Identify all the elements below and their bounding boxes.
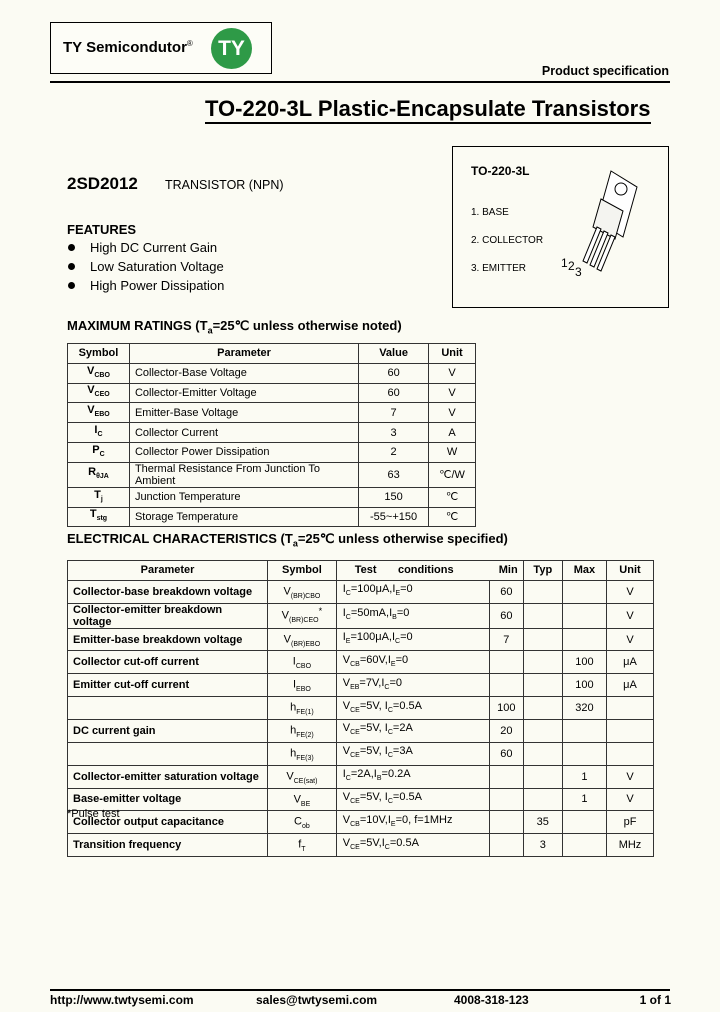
parameter-cell: Collector cut-off current xyxy=(68,651,268,674)
symbol-cell: $V_{BE}$ xyxy=(268,788,337,811)
table-row xyxy=(68,811,654,834)
unit-cell: pF xyxy=(607,811,654,834)
table-row xyxy=(68,363,476,383)
typ-cell: 35 xyxy=(523,811,562,834)
parameter-cell: Transition frequency xyxy=(68,834,268,857)
max-cell: 100 xyxy=(562,674,606,697)
unit-cell: V xyxy=(429,403,476,423)
symbol-cell: $I_{CBO}$ xyxy=(268,651,337,674)
footer-url[interactable]: http://www.twtysemi.com xyxy=(50,993,194,1007)
parameter-cell: Collector Current xyxy=(129,423,358,443)
min-cell: 20 xyxy=(490,720,524,743)
unit-cell: μA xyxy=(607,674,654,697)
max-cell: 100 xyxy=(562,651,606,674)
electrical-heading: ELECTRICAL CHARACTERISTICS ($T_a=25℃$ unless otherwise specified) xyxy=(67,531,508,549)
column-header: Unit xyxy=(429,344,476,364)
parameter-cell: Storage Temperature xyxy=(129,507,358,527)
min-cell: 60 xyxy=(490,742,524,765)
features-list xyxy=(67,240,224,297)
package-box xyxy=(452,146,669,308)
symbol-cell: $V_{CE(sat)}$ xyxy=(268,765,337,788)
min-cell: 60 xyxy=(490,603,524,628)
parameter-cell: Base-emitter voltage xyxy=(68,788,268,811)
registered-mark: ® xyxy=(186,39,193,48)
table-row xyxy=(68,487,476,507)
pin-label: 3. EMITTER xyxy=(471,263,527,274)
parameter-cell: Emitter-base breakdown voltage xyxy=(68,628,268,651)
min-cell: 7 xyxy=(490,628,524,651)
value-cell: 63 xyxy=(359,462,429,487)
condition-cell: $V_{CE}=5V$, $I_C=2A$ xyxy=(336,720,489,743)
unit-cell: V xyxy=(429,363,476,383)
unit-cell: V xyxy=(429,383,476,403)
value-cell: 3 xyxy=(359,423,429,443)
max-cell xyxy=(562,811,606,834)
feature-item: High DC Current Gain xyxy=(67,240,224,259)
column-header: Typ xyxy=(523,561,562,581)
max-cell: 1 xyxy=(562,765,606,788)
condition-cell: $V_{CE}=5V$, $I_C=0.5A$ xyxy=(336,697,489,720)
symbol-cell: $T_{stg}$ xyxy=(68,507,130,527)
part-number: 2SD2012 xyxy=(67,174,138,193)
column-header: Unit xyxy=(607,561,654,581)
symbol-cell: $I_C$ xyxy=(68,423,130,443)
max-cell xyxy=(562,628,606,651)
typ-cell xyxy=(523,603,562,628)
company-name: TY Semicondutor® xyxy=(63,39,193,56)
min-cell xyxy=(490,788,524,811)
column-header: Symbol xyxy=(68,344,130,364)
condition-cell: $V_{CB}=10V,I_E=0$, f=1MHz xyxy=(336,811,489,834)
condition-cell: $V_{EB}=7V,I_C=0$ xyxy=(336,674,489,697)
typ-cell xyxy=(523,788,562,811)
unit-cell: MHz xyxy=(607,834,654,857)
unit-cell: V xyxy=(607,628,654,651)
max-cell xyxy=(562,742,606,765)
footer-email[interactable]: sales@twtysemi.com xyxy=(256,993,378,1007)
max-cell: 320 xyxy=(562,697,606,720)
symbol-cell: $T_j$ xyxy=(68,487,130,507)
value-cell: -55~+150 xyxy=(359,507,429,527)
part-type: TRANSISTOR (NPN) xyxy=(165,178,284,192)
symbol-cell: $h_{FE(3)}$ xyxy=(268,742,337,765)
table-row xyxy=(68,603,654,628)
typ-cell xyxy=(523,720,562,743)
package-drawing xyxy=(561,159,661,279)
table-row xyxy=(68,788,654,811)
symbol-cell: $C_{ob}$ xyxy=(268,811,337,834)
max-cell: 1 xyxy=(562,788,606,811)
typ-cell: 3 xyxy=(523,834,562,857)
table-row xyxy=(68,580,654,603)
symbol-cell: $V_{CEO}$ xyxy=(68,383,130,403)
unit-cell: A xyxy=(429,423,476,443)
unit-cell: V xyxy=(607,788,654,811)
unit-cell xyxy=(607,697,654,720)
unit-cell: ℃/W xyxy=(429,462,476,487)
table-row xyxy=(68,651,654,674)
parameter-cell: Emitter cut-off current xyxy=(68,674,268,697)
table-row xyxy=(68,507,476,527)
condition-cell: $I_C=100\mu A,I_E=0$ xyxy=(336,580,489,603)
condition-cell: $I_C=50mA,I_B=0$ xyxy=(336,603,489,628)
pin-number: 3 xyxy=(575,265,582,279)
symbol-cell: $h_{FE(1)}$ xyxy=(268,697,337,720)
symbol-cell: $V_{CBO}$ xyxy=(68,363,130,383)
parameter-cell: Collector Power Dissipation xyxy=(129,442,358,462)
symbol-cell: $I_{EBO}$ xyxy=(268,674,337,697)
typ-cell xyxy=(523,742,562,765)
min-cell xyxy=(490,765,524,788)
unit-cell: V xyxy=(607,580,654,603)
symbol-cell: $V_{(BR)CBO}$ xyxy=(268,580,337,603)
column-header: Value xyxy=(359,344,429,364)
max-ratings-table xyxy=(67,343,476,527)
feature-item: Low Saturation Voltage xyxy=(67,259,224,278)
table-row xyxy=(68,834,654,857)
column-header: Max xyxy=(562,561,606,581)
value-cell: 60 xyxy=(359,383,429,403)
parameter-cell xyxy=(68,742,268,765)
condition-cell: $V_{CE}=5V,I_C=0.5A$ xyxy=(336,834,489,857)
package-name: TO-220-3L xyxy=(471,164,530,178)
pulse-test-note: *Pulse test xyxy=(67,808,120,820)
condition-cell: $I_C=2A,I_B=0.2A$ xyxy=(336,765,489,788)
table-row xyxy=(68,674,654,697)
min-cell xyxy=(490,811,524,834)
footer-page: 1 of 1 xyxy=(639,993,671,1007)
value-cell: 2 xyxy=(359,442,429,462)
condition-cell: $V_{CE}=5V$, $I_C=3A$ xyxy=(336,742,489,765)
parameter-cell: Collector-base breakdown voltage xyxy=(68,580,268,603)
table-row xyxy=(68,742,654,765)
parameter-cell: Collector output capacitance xyxy=(68,811,268,834)
max-cell xyxy=(562,580,606,603)
column-header-test: Test conditions Min xyxy=(336,561,523,581)
column-header: Parameter xyxy=(68,561,268,581)
feature-item: High Power Dissipation xyxy=(67,278,224,297)
unit-cell: V xyxy=(607,603,654,628)
unit-cell xyxy=(607,720,654,743)
value-cell: 60 xyxy=(359,363,429,383)
unit-cell: V xyxy=(607,765,654,788)
typ-cell xyxy=(523,628,562,651)
table-header-row xyxy=(68,561,654,581)
symbol-cell: $V_{(BR)CEO}^*$ xyxy=(268,603,337,628)
typ-cell xyxy=(523,697,562,720)
pin-label: 2. COLLECTOR xyxy=(471,235,544,246)
max-ratings-heading: MAXIMUM RATINGS ($T_a=25℃$ unless otherwise noted) xyxy=(67,318,402,336)
logo-badge: TY xyxy=(211,28,252,69)
parameter-cell xyxy=(68,697,268,720)
value-cell: 7 xyxy=(359,403,429,423)
features-heading: FEATURES xyxy=(67,222,137,237)
symbol-cell: $f_T$ xyxy=(268,834,337,857)
unit-cell: ℃ xyxy=(429,507,476,527)
value-cell: 150 xyxy=(359,487,429,507)
product-spec-label: Product specification xyxy=(541,64,669,78)
page-title: TO-220-3L Plastic-Encapsulate Transistors xyxy=(205,96,651,121)
table-row xyxy=(68,628,654,651)
parameter-cell: Emitter-Base Voltage xyxy=(129,403,358,423)
parameter-cell: Collector-Base Voltage xyxy=(129,363,358,383)
typ-cell xyxy=(523,765,562,788)
unit-cell: W xyxy=(429,442,476,462)
max-cell xyxy=(562,603,606,628)
column-header: Parameter xyxy=(129,344,358,364)
symbol-cell: $R_{\theta JA}$ xyxy=(68,462,130,487)
max-cell xyxy=(562,834,606,857)
table-row xyxy=(68,442,476,462)
electrical-table xyxy=(67,560,654,857)
parameter-cell: Junction Temperature xyxy=(129,487,358,507)
symbol-cell: $h_{FE(2)}$ xyxy=(268,720,337,743)
header-divider xyxy=(50,81,670,83)
unit-cell: ℃ xyxy=(429,487,476,507)
min-cell xyxy=(490,674,524,697)
table-header-row xyxy=(68,344,476,364)
symbol-cell: $V_{EBO}$ xyxy=(68,403,130,423)
symbol-cell: $P_C$ xyxy=(68,442,130,462)
column-header: Symbol xyxy=(268,561,337,581)
typ-cell xyxy=(523,674,562,697)
table-row xyxy=(68,697,654,720)
table-row xyxy=(68,423,476,443)
pin-number: 2 xyxy=(568,259,575,273)
parameter-cell: Collector-Emitter Voltage xyxy=(129,383,358,403)
parameter-cell: DC current gain xyxy=(68,720,268,743)
typ-cell xyxy=(523,580,562,603)
symbol-cell: $V_{(BR)EBO}$ xyxy=(268,628,337,651)
title-underline xyxy=(205,122,651,124)
min-cell: 60 xyxy=(490,580,524,603)
company-logo xyxy=(50,22,272,74)
table-row xyxy=(68,403,476,423)
typ-cell xyxy=(523,651,562,674)
parameter-cell: Thermal Resistance From Junction To Ambient xyxy=(129,462,358,487)
unit-cell: μA xyxy=(607,651,654,674)
footer-divider xyxy=(50,989,670,991)
parameter-cell: Collector-emitter saturation voltage xyxy=(68,765,268,788)
footer-phone: 4008-318-123 xyxy=(454,993,529,1007)
table-row xyxy=(68,462,476,487)
table-row xyxy=(68,765,654,788)
unit-cell xyxy=(607,742,654,765)
parameter-cell: Collector-emitter breakdown voltage xyxy=(68,603,268,628)
min-cell: 100 xyxy=(490,697,524,720)
min-cell xyxy=(490,651,524,674)
pin-number: 1 xyxy=(561,256,568,270)
condition-cell: $I_E=100\mu A,I_C=0$ xyxy=(336,628,489,651)
pin-label: 1. BASE xyxy=(471,207,509,218)
condition-cell: $V_{CB}=60V,I_E=0$ xyxy=(336,651,489,674)
table-row xyxy=(68,383,476,403)
min-cell xyxy=(490,834,524,857)
mounting-hole xyxy=(615,183,627,195)
max-cell xyxy=(562,720,606,743)
condition-cell: $V_{CE}=5V$, $I_C=0.5A$ xyxy=(336,788,489,811)
table-row xyxy=(68,720,654,743)
